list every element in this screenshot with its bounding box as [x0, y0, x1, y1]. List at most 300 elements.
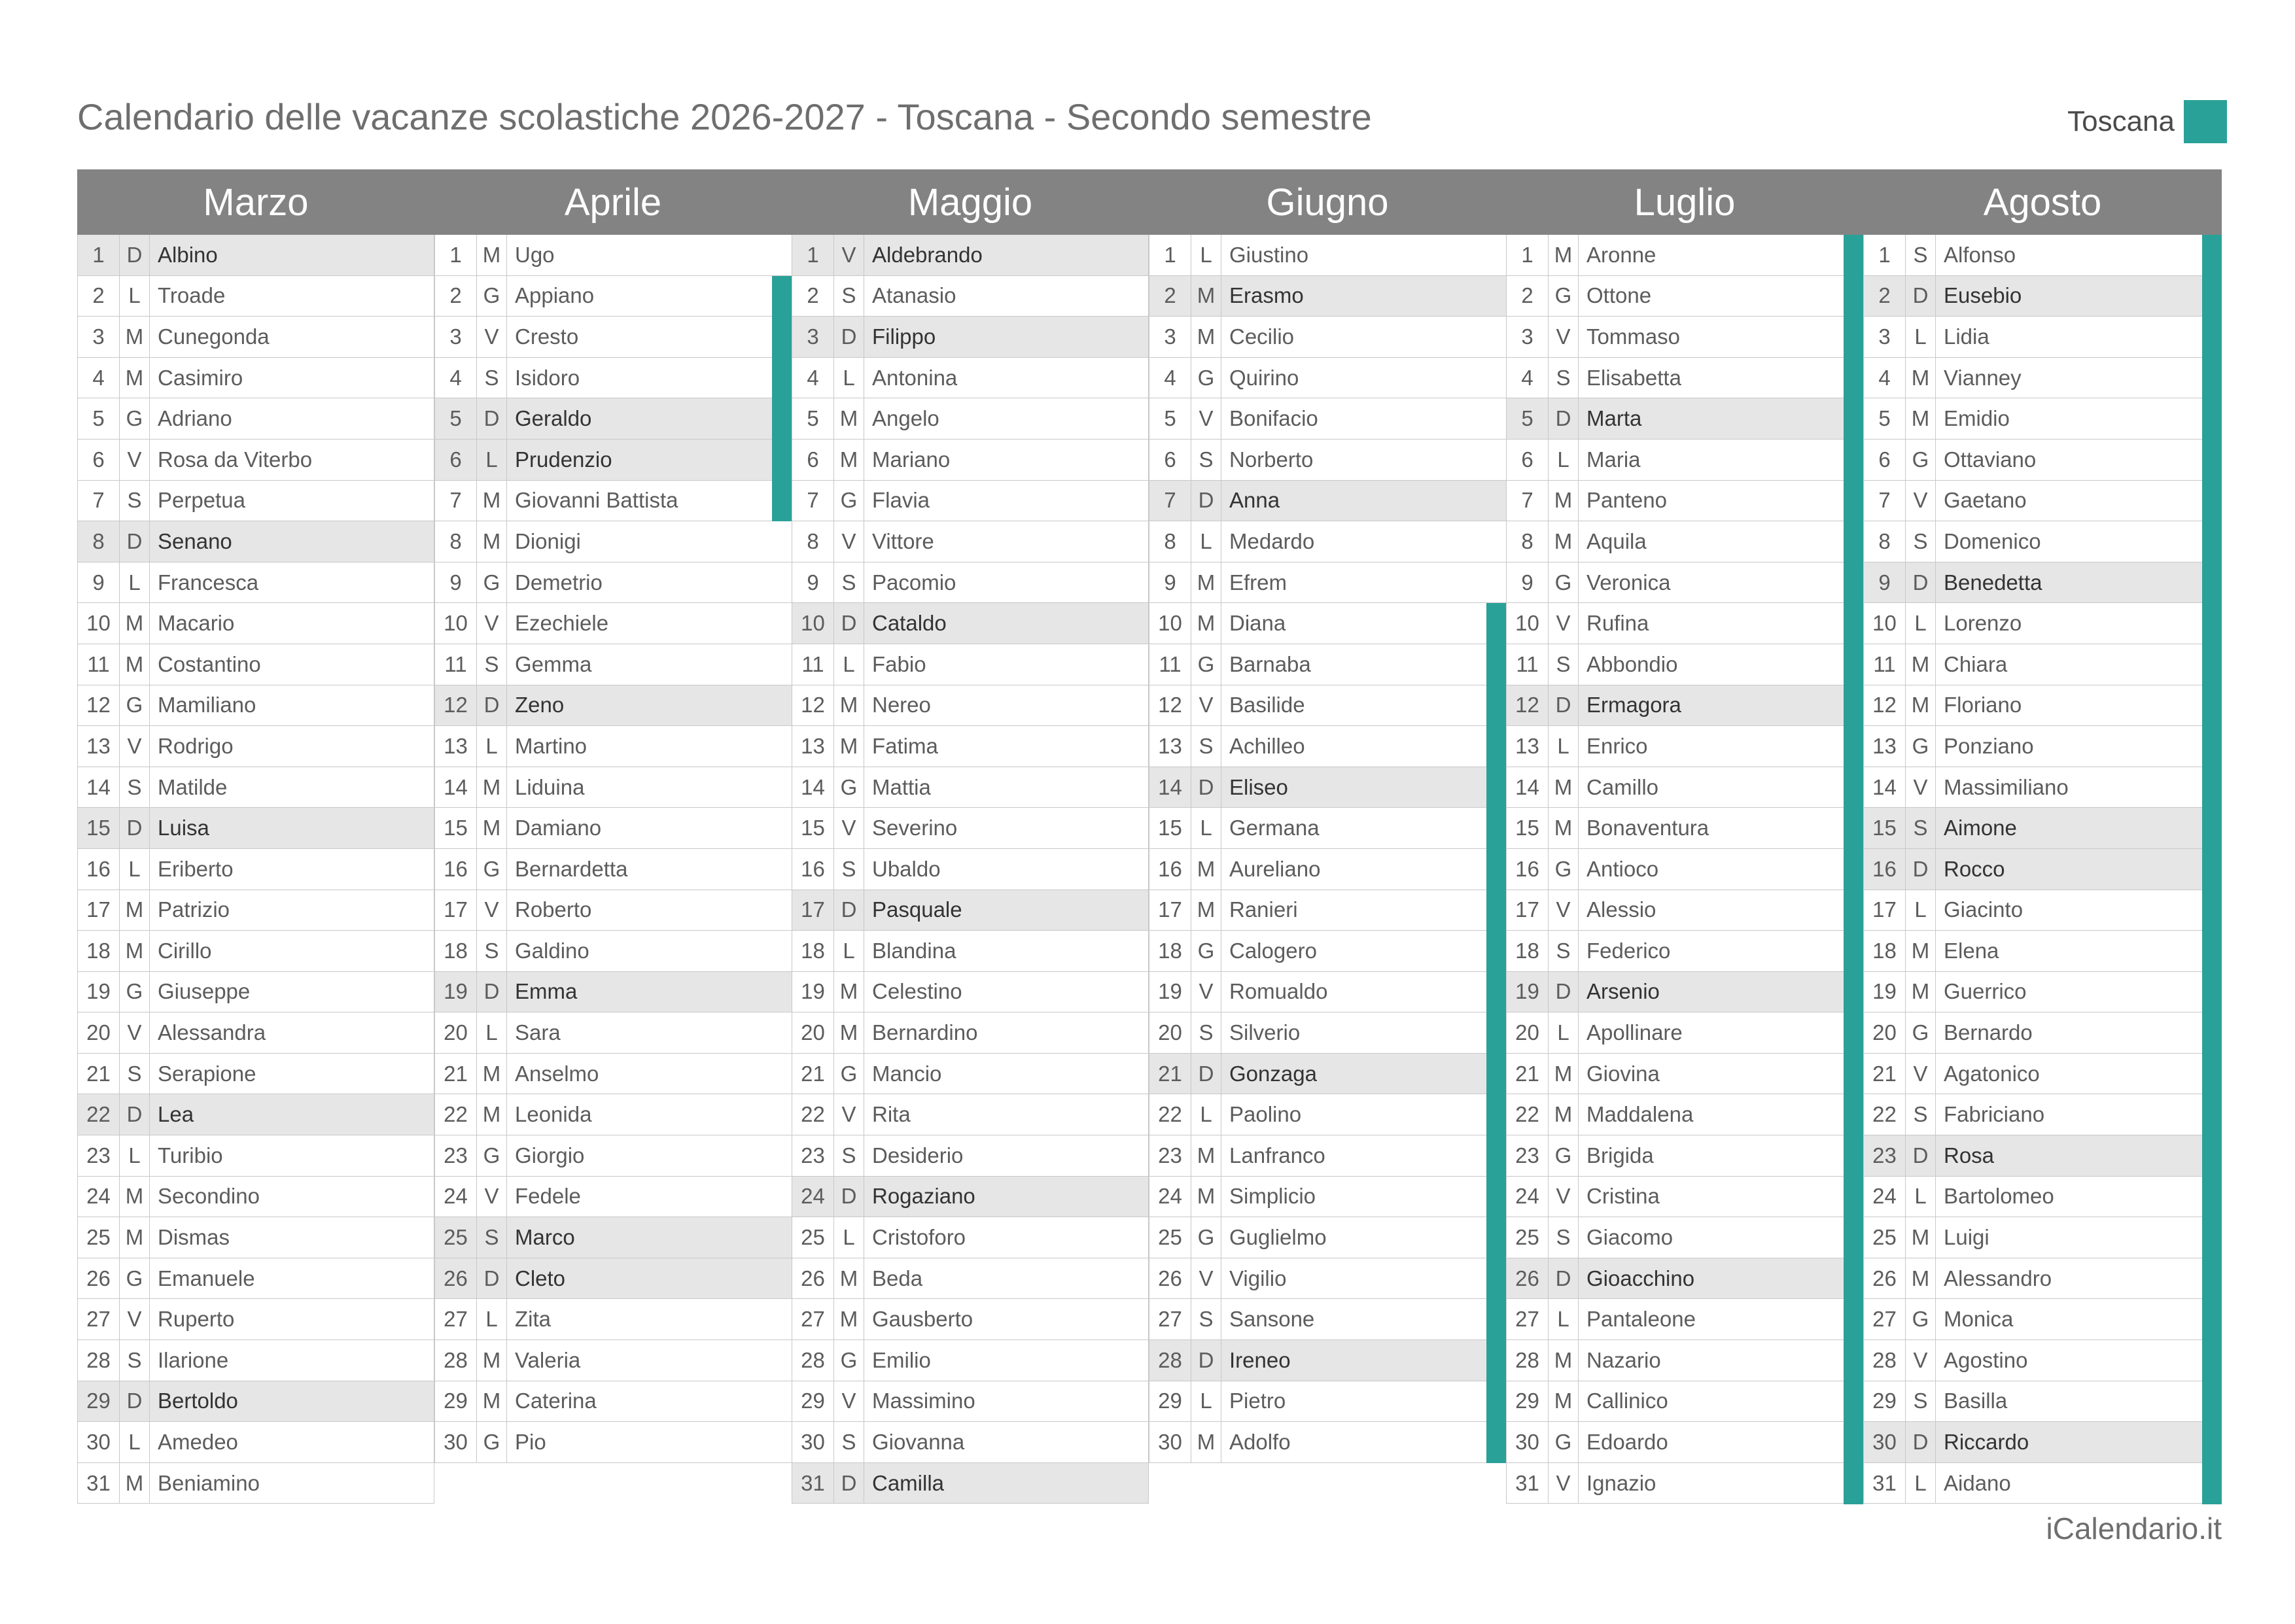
day-row: [1506, 1258, 1863, 1300]
weekday-letter: G: [834, 1054, 864, 1094]
weekday-letter: V: [1549, 1463, 1579, 1504]
day-row: [792, 1054, 1149, 1095]
day-number: 9: [1864, 562, 1906, 603]
day-row: [1506, 398, 1863, 440]
saint-name: Rodrigo: [158, 733, 234, 758]
day-number: 1: [78, 235, 120, 275]
saint-name: Camilla: [872, 1470, 945, 1495]
weekday-letter: D: [1906, 276, 1936, 317]
day-row: [1149, 849, 1506, 890]
saint-name: Rosa da Viterbo: [158, 447, 313, 472]
day-number: 22: [435, 1094, 477, 1135]
day-number: 24: [78, 1177, 120, 1217]
day-number: 9: [435, 562, 477, 603]
saint-name: Perpetua: [158, 488, 245, 513]
day-number: 12: [1864, 685, 1906, 726]
saint-name: Massimiliano: [1944, 774, 2069, 799]
weekday-letter: M: [834, 726, 864, 767]
saint-name: Giacomo: [1586, 1225, 1673, 1250]
weekday-letter: M: [120, 1463, 150, 1504]
saint-name: Senano: [158, 528, 232, 553]
day-number: 20: [435, 1012, 477, 1053]
saint-name: Adriano: [158, 406, 232, 431]
day-row: [1506, 1422, 1863, 1463]
weekday-letter: G: [834, 481, 864, 521]
saint-name: Achilleo: [1229, 733, 1305, 758]
day-row: [792, 726, 1149, 767]
weekday-letter: S: [1906, 808, 1936, 848]
saint-name: Fabriciano: [1944, 1102, 2045, 1127]
saint-name: Anna: [1229, 488, 1280, 513]
day-row: [1863, 1135, 2222, 1177]
day-number: 28: [1507, 1340, 1549, 1381]
calendar-grid: [77, 169, 2222, 1504]
saint-name: Aquila: [1586, 528, 1647, 553]
weekday-letter: G: [120, 1258, 150, 1299]
day-row: [1506, 1054, 1863, 1095]
day-row: [77, 235, 434, 276]
day-row: [434, 562, 792, 604]
weekday-letter: D: [477, 972, 507, 1012]
saint-name: Quirino: [1229, 365, 1299, 390]
day-number: 25: [1507, 1217, 1549, 1258]
saint-name: Valeria: [515, 1347, 581, 1372]
weekday-letter: V: [120, 1012, 150, 1053]
day-number: 9: [1149, 562, 1191, 603]
day-row: [1863, 1422, 2222, 1463]
weekday-letter: M: [1549, 1381, 1579, 1422]
weekday-letter: M: [834, 685, 864, 726]
day-row: [1863, 726, 2222, 767]
day-row: [77, 562, 434, 604]
saint-name: Sansone: [1229, 1307, 1315, 1332]
day-row: [1863, 1177, 2222, 1218]
day-number: 22: [792, 1094, 834, 1135]
weekday-letter: L: [1549, 1299, 1579, 1339]
day-row: [1506, 767, 1863, 808]
day-row: [1506, 890, 1863, 931]
day-row: [1863, 931, 2222, 972]
day-number: 13: [435, 726, 477, 767]
day-row: [1149, 1422, 1506, 1463]
day-row: [792, 276, 1149, 317]
day-row: [1506, 603, 1863, 644]
day-number: 8: [1507, 521, 1549, 562]
weekday-letter: M: [477, 481, 507, 521]
day-row: [1863, 685, 2222, 727]
day-number: 1: [435, 235, 477, 275]
day-row: [1506, 1177, 1863, 1218]
day-row: [77, 1012, 434, 1054]
day-row: [1863, 398, 2222, 440]
saint-name: Ruperto: [158, 1307, 235, 1332]
day-number: 20: [78, 1012, 120, 1053]
saint-name: Aureliano: [1229, 856, 1321, 881]
day-number: 18: [1507, 931, 1549, 971]
day-number: 15: [1149, 808, 1191, 848]
weekday-letter: M: [1549, 235, 1579, 275]
saint-name: Aidano: [1944, 1470, 2011, 1495]
day-row: [1863, 317, 2222, 358]
day-number: 17: [792, 890, 834, 931]
vacation-bar: [772, 276, 792, 522]
day-row: [434, 1381, 792, 1423]
day-number: 29: [435, 1381, 477, 1422]
saint-name: Lanfranco: [1229, 1143, 1325, 1167]
day-number: 24: [1864, 1177, 1906, 1217]
weekday-letter: V: [1191, 972, 1221, 1012]
weekday-letter: G: [834, 767, 864, 808]
day-row: [434, 1299, 792, 1340]
weekday-letter: S: [1191, 1299, 1221, 1339]
weekday-letter: M: [1191, 890, 1221, 931]
weekday-letter: D: [834, 603, 864, 644]
day-row: [77, 1463, 434, 1504]
day-row: [77, 481, 434, 522]
day-number: 3: [1149, 317, 1191, 357]
day-number: 13: [1149, 726, 1191, 767]
saint-name: Cataldo: [872, 611, 947, 636]
day-number: 16: [792, 849, 834, 890]
day-row: [1506, 317, 1863, 358]
weekday-letter: V: [1906, 1054, 1936, 1094]
saint-name: Ponziano: [1944, 733, 2034, 758]
saint-name: Norberto: [1229, 447, 1314, 472]
day-row: [434, 644, 792, 685]
weekday-letter: S: [1549, 931, 1579, 971]
weekday-letter: D: [1549, 1258, 1579, 1299]
day-number: 15: [78, 808, 120, 848]
saint-name: Mariano: [872, 447, 951, 472]
saint-name: Martino: [515, 733, 587, 758]
day-row: [77, 1422, 434, 1463]
saint-name: Pacomio: [872, 570, 956, 595]
day-row: [1863, 1463, 2222, 1504]
weekday-letter: G: [834, 1340, 864, 1381]
day-number: 16: [1507, 849, 1549, 890]
weekday-letter: M: [1549, 521, 1579, 562]
weekday-letter: V: [834, 1094, 864, 1135]
day-number: 23: [1864, 1135, 1906, 1176]
saint-name: Eriberto: [158, 856, 234, 881]
day-row: [434, 767, 792, 808]
day-number: 2: [78, 276, 120, 317]
day-row: [1863, 1340, 2222, 1381]
weekday-letter: G: [477, 276, 507, 317]
month-column-luglio: [1506, 235, 1863, 1504]
weekday-letter: M: [477, 1381, 507, 1422]
day-number: 3: [435, 317, 477, 357]
saint-name: Rogaziano: [872, 1184, 975, 1209]
weekday-letter: G: [1191, 931, 1221, 971]
weekday-letter: D: [120, 1381, 150, 1422]
day-number: 14: [435, 767, 477, 808]
weekday-letter: M: [120, 890, 150, 931]
saint-name: Aldebrando: [872, 242, 983, 267]
day-row: [1149, 603, 1506, 644]
weekday-letter: V: [1906, 767, 1936, 808]
day-number: 6: [1507, 440, 1549, 480]
saint-name: Rocco: [1944, 856, 2005, 881]
weekday-letter: M: [834, 1258, 864, 1299]
weekday-letter: G: [120, 398, 150, 439]
weekday-letter: M: [1906, 358, 1936, 398]
day-number: 21: [1149, 1054, 1191, 1094]
day-row: [1506, 1094, 1863, 1135]
day-row: [1149, 440, 1506, 481]
saint-name: Guglielmo: [1229, 1225, 1327, 1250]
day-number: 22: [1864, 1094, 1906, 1135]
saint-name: Ottone: [1586, 283, 1652, 308]
weekday-letter: D: [1549, 972, 1579, 1012]
day-row: [1863, 235, 2222, 276]
saint-name: Pietro: [1229, 1389, 1286, 1413]
saint-name: Nazario: [1586, 1347, 1661, 1372]
saint-name: Calogero: [1229, 938, 1317, 963]
day-number: 10: [1149, 603, 1191, 644]
day-row: [434, 972, 792, 1013]
day-row: [434, 726, 792, 767]
saint-name: Caterina: [515, 1389, 597, 1413]
day-row: [792, 358, 1149, 399]
weekday-letter: S: [1191, 1012, 1221, 1053]
saint-name: Beda: [872, 1266, 923, 1290]
day-row: [792, 1177, 1149, 1218]
saint-name: Gonzaga: [1229, 1061, 1317, 1086]
day-row: [1506, 1340, 1863, 1381]
weekday-letter: S: [477, 931, 507, 971]
weekday-letter: M: [1549, 767, 1579, 808]
day-row: [1863, 603, 2222, 644]
day-number: 31: [1864, 1463, 1906, 1504]
saint-name: Pantaleone: [1586, 1307, 1696, 1332]
day-row: [434, 1340, 792, 1381]
saint-name: Galdino: [515, 938, 589, 963]
saint-name: Bernardino: [872, 1020, 978, 1045]
day-row: [434, 358, 792, 399]
day-number: 27: [1149, 1299, 1191, 1339]
day-number: 3: [78, 317, 120, 357]
day-row: [1506, 440, 1863, 481]
day-row: [1149, 890, 1506, 931]
saint-name: Troade: [158, 283, 226, 308]
saint-name: Dismas: [158, 1225, 230, 1250]
saint-name: Aronne: [1586, 242, 1656, 267]
day-row: [792, 767, 1149, 808]
weekday-letter: M: [120, 1217, 150, 1258]
saint-name: Panteno: [1586, 488, 1667, 513]
day-row: [77, 1054, 434, 1095]
saint-name: Emilio: [872, 1347, 931, 1372]
weekday-letter: G: [1191, 1217, 1221, 1258]
day-number: 19: [1507, 972, 1549, 1012]
day-row: [77, 1381, 434, 1423]
day-number: 4: [1864, 358, 1906, 398]
day-number: 6: [1864, 440, 1906, 480]
day-number: 30: [1864, 1422, 1906, 1462]
month-column-agosto: [1863, 235, 2222, 1504]
month-column-marzo: [77, 235, 434, 1504]
day-number: 11: [1507, 644, 1549, 685]
day-number: 13: [1507, 726, 1549, 767]
weekday-letter: D: [1906, 562, 1936, 603]
saint-name: Barnaba: [1229, 651, 1311, 676]
day-number: 4: [435, 358, 477, 398]
day-number: 28: [1864, 1340, 1906, 1381]
weekday-letter: M: [477, 235, 507, 275]
saint-name: Alessandra: [158, 1020, 266, 1045]
day-row: [77, 358, 434, 399]
day-number: 17: [1507, 890, 1549, 931]
weekday-letter: V: [834, 808, 864, 848]
day-row: [1149, 1177, 1506, 1218]
saint-name: Ugo: [515, 242, 555, 267]
weekday-letter: M: [1549, 1340, 1579, 1381]
day-number: 19: [1864, 972, 1906, 1012]
saint-name: Enrico: [1586, 733, 1648, 758]
weekday-letter: L: [1549, 440, 1579, 480]
day-row: [434, 890, 792, 931]
saint-name: Paolino: [1229, 1102, 1302, 1127]
day-number: 19: [1149, 972, 1191, 1012]
saint-name: Zita: [515, 1307, 552, 1332]
day-row: [77, 521, 434, 562]
saint-name: Isidoro: [515, 365, 580, 390]
saint-name: Costantino: [158, 651, 261, 676]
weekday-letter: M: [120, 603, 150, 644]
saint-name: Macario: [158, 611, 235, 636]
saint-name: Germana: [1229, 816, 1320, 840]
day-number: 6: [792, 440, 834, 480]
day-number: 5: [435, 398, 477, 439]
day-number: 24: [435, 1177, 477, 1217]
saint-name: Camillo: [1586, 774, 1659, 799]
weekday-letter: S: [834, 276, 864, 317]
day-number: 16: [1864, 849, 1906, 890]
saint-name: Eliseo: [1229, 774, 1288, 799]
weekday-letter: D: [120, 521, 150, 562]
saint-name: Antioco: [1586, 856, 1659, 881]
saint-name: Geraldo: [515, 406, 592, 431]
day-row: [77, 972, 434, 1013]
day-number: 19: [435, 972, 477, 1012]
day-row: [792, 1422, 1149, 1463]
day-number: 14: [1864, 767, 1906, 808]
day-row: [1149, 1054, 1506, 1095]
vacation-bar: [1486, 603, 1506, 1463]
day-number: 27: [792, 1299, 834, 1339]
day-row: [77, 931, 434, 972]
saint-name: Blandina: [872, 938, 956, 963]
saint-name: Erasmo: [1229, 283, 1304, 308]
saint-name: Angelo: [872, 406, 939, 431]
weekday-letter: S: [834, 1422, 864, 1462]
day-row: [77, 726, 434, 767]
day-number: 29: [1149, 1381, 1191, 1422]
saint-name: Aimone: [1944, 816, 2017, 840]
day-row: [1863, 1094, 2222, 1135]
weekday-letter: L: [834, 644, 864, 685]
saint-name: Massimino: [872, 1389, 975, 1413]
day-number: 7: [792, 481, 834, 521]
saint-name: Prudenzio: [515, 447, 612, 472]
day-number: 26: [792, 1258, 834, 1299]
weekday-letter: M: [1906, 398, 1936, 439]
day-number: 29: [792, 1381, 834, 1422]
day-row: [1149, 1012, 1506, 1054]
weekday-letter: D: [1906, 1422, 1936, 1462]
weekday-letter: L: [1906, 1463, 1936, 1504]
day-row: [434, 808, 792, 849]
saint-name: Basilide: [1229, 693, 1305, 717]
saint-name: Secondino: [158, 1184, 260, 1209]
day-row: [1149, 1340, 1506, 1381]
day-row: [1506, 644, 1863, 685]
saint-name: Bernardetta: [515, 856, 628, 881]
day-number: 27: [435, 1299, 477, 1339]
saint-name: Domenico: [1944, 528, 2041, 553]
day-row: [1863, 767, 2222, 808]
day-row: [1149, 685, 1506, 727]
saint-name: Liduina: [515, 774, 585, 799]
day-number: 5: [1149, 398, 1191, 439]
month-column-maggio: [792, 235, 1149, 1504]
weekday-letter: G: [477, 1135, 507, 1176]
day-number: 18: [1864, 931, 1906, 971]
saint-name: Celestino: [872, 979, 962, 1004]
weekday-letter: G: [1549, 1135, 1579, 1176]
day-number: 25: [78, 1217, 120, 1258]
saint-name: Bertoldo: [158, 1389, 238, 1413]
day-row: [434, 1217, 792, 1258]
saint-name: Vianney: [1944, 365, 2022, 390]
saint-name: Diana: [1229, 611, 1286, 636]
day-number: 28: [792, 1340, 834, 1381]
month-column-giugno: [1149, 235, 1506, 1504]
saint-name: Giovina: [1586, 1061, 1660, 1086]
saint-name: Fabio: [872, 651, 926, 676]
weekday-letter: M: [1906, 1217, 1936, 1258]
saint-name: Alessio: [1586, 897, 1656, 922]
weekday-letter: L: [1191, 808, 1221, 848]
day-number: 26: [1507, 1258, 1549, 1299]
weekday-letter: D: [1906, 849, 1936, 890]
day-row: [1506, 1381, 1863, 1423]
weekday-letter: L: [1906, 603, 1936, 644]
saint-name: Fedele: [515, 1184, 581, 1209]
weekday-letter: D: [1549, 398, 1579, 439]
saint-name: Luisa: [158, 816, 209, 840]
day-number: 27: [1864, 1299, 1906, 1339]
saint-name: Elisabetta: [1586, 365, 1681, 390]
weekday-letter: M: [1191, 276, 1221, 317]
day-row: [434, 481, 792, 522]
day-row: [77, 1135, 434, 1177]
saint-name: Gausberto: [872, 1307, 973, 1332]
day-number: 31: [792, 1463, 834, 1504]
day-number: 10: [435, 603, 477, 644]
weekday-letter: M: [834, 398, 864, 439]
day-number: 21: [1507, 1054, 1549, 1094]
day-number: 12: [792, 685, 834, 726]
weekday-letter: D: [1191, 1054, 1221, 1094]
saint-name: Alfonso: [1944, 242, 2016, 267]
weekday-letter: S: [120, 767, 150, 808]
day-row: [1506, 521, 1863, 562]
day-number: 11: [792, 644, 834, 685]
weekday-letter: L: [477, 726, 507, 767]
saint-name: Callinico: [1586, 1389, 1668, 1413]
